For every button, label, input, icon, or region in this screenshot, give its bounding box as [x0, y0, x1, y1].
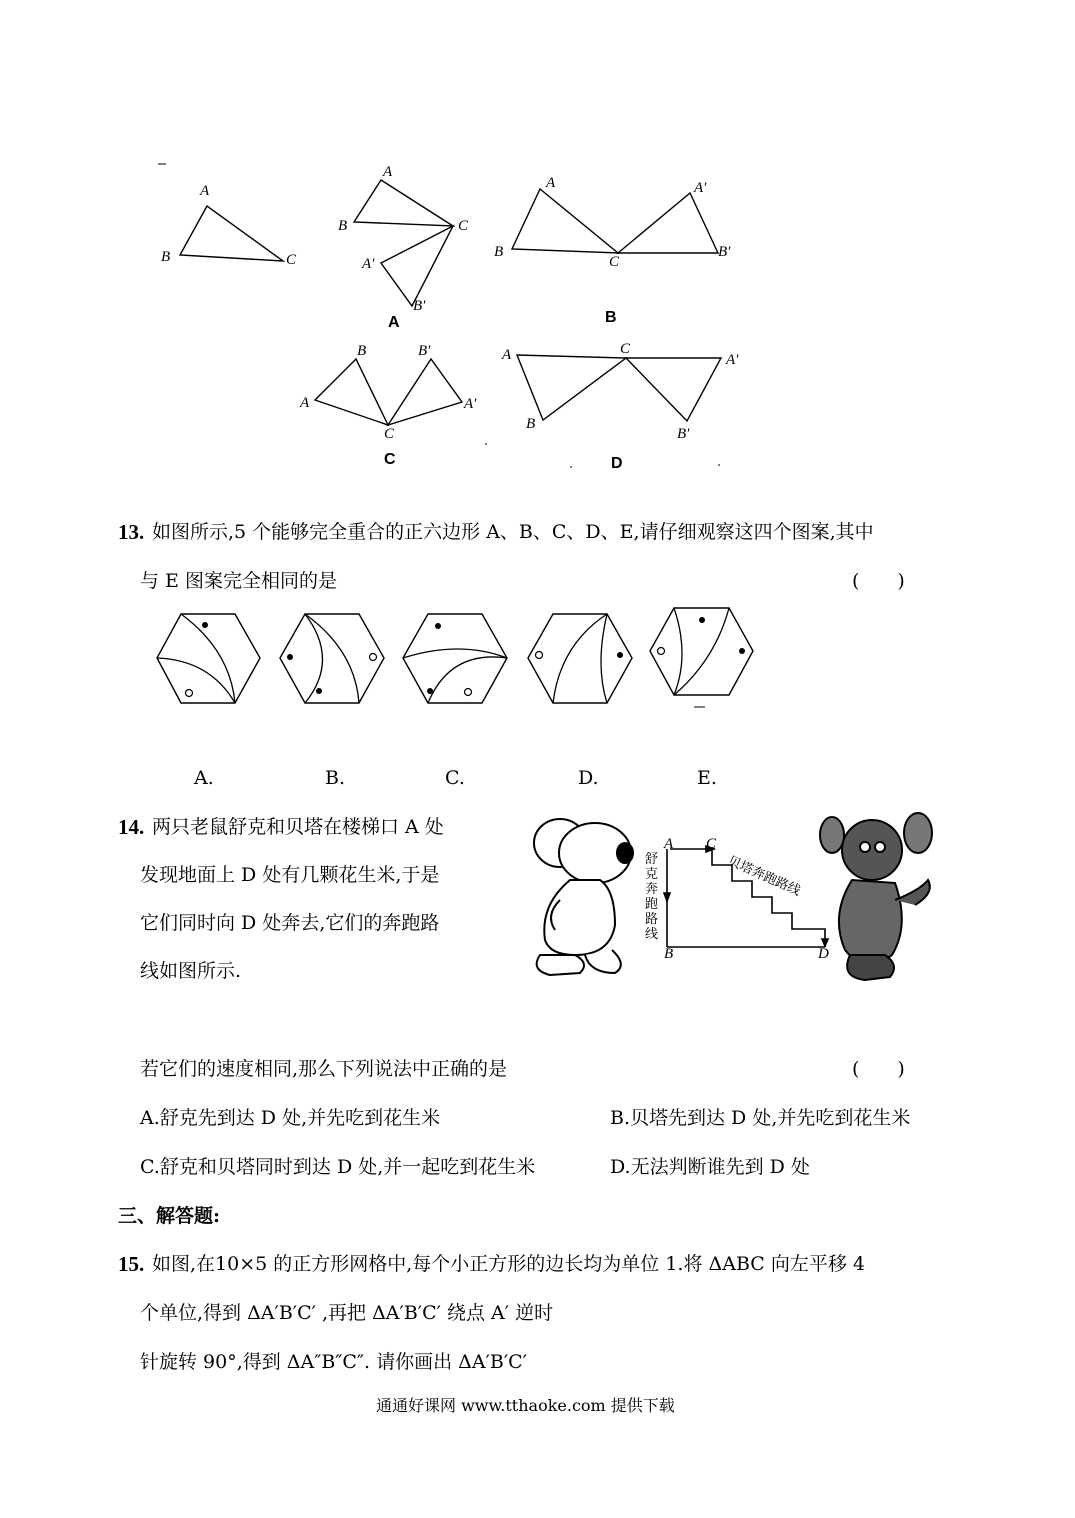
- footer-credit: 通通好课网 www.tthaoke.com 提供下载: [376, 1396, 675, 1415]
- opt-a-label-c: C: [458, 218, 469, 234]
- opt-c-label-c: C: [384, 426, 395, 442]
- q14-line4: 线如图所示.: [140, 960, 242, 982]
- route-label-d: D: [818, 946, 829, 962]
- opt-b-label-a1: A′: [694, 180, 707, 196]
- opt-b-label-a: A: [546, 175, 556, 191]
- q12-caption-c: C: [384, 451, 396, 468]
- beita-route-label: 贝塔奔跑路线: [725, 853, 803, 900]
- q13-hexagons: [0, 595, 1075, 725]
- q15-line3: 针旋转 90°,得到 ΔA″B″C″. 请你画出 ΔA′B′C′: [140, 1351, 528, 1373]
- opt-d-label-b1: B′: [677, 426, 690, 442]
- route-label-a: A: [664, 836, 674, 852]
- route-label-c: C: [706, 836, 717, 852]
- opt-c-label-a1: A′: [464, 396, 477, 412]
- q14-figure: [520, 805, 940, 990]
- opt-c-label-b1: B′: [418, 343, 431, 359]
- q13-line1: 如图所示,5 个能够完全重合的正六边形 A、B、C、D、E,请仔细观察这四个图案,其中: [152, 521, 874, 543]
- option-c-figure: [315, 359, 462, 425]
- q13-option-a: A.: [194, 767, 214, 789]
- hexagon-e: [650, 608, 753, 707]
- q14-line3: 它们同时向 D 处奔去,它们的奔跑路: [140, 912, 440, 934]
- option-a-figure: [354, 180, 453, 306]
- opt-b-label-c: C: [609, 254, 620, 270]
- q12-caption-a: A: [388, 314, 400, 331]
- q12-caption-d: D: [611, 455, 623, 472]
- q15-line1: 如图,在10×5 的正方形网格中,每个小正方形的边长均为单位 1.将 ΔABC 向左平移 4: [152, 1253, 865, 1275]
- opt-b-label-b1: B′: [718, 244, 731, 260]
- orig-label-c: C: [286, 252, 297, 268]
- q13-option-b: B.: [325, 767, 346, 789]
- hexagon-c: [403, 614, 507, 703]
- hexagon-b: [280, 614, 384, 703]
- opt-a-label-a: A: [383, 164, 393, 180]
- q14-choice-c: C.舒克和贝塔同时到达 D 处,并一起吃到花生米: [140, 1156, 536, 1178]
- q14-choice-d: D.无法判断谁先到 D 处: [610, 1156, 810, 1178]
- q13-line2: 与 E 图案完全相同的是: [140, 570, 337, 592]
- route-label-b: B: [664, 946, 674, 962]
- opt-d-label-a: A: [502, 347, 512, 363]
- q13-option-e: E.: [697, 767, 717, 789]
- opt-c-label-a: A: [300, 395, 310, 411]
- q14-answer-paren: ( ): [852, 1058, 905, 1080]
- hexagon-d: [528, 614, 632, 703]
- q13-answer-paren: ( ): [852, 570, 905, 592]
- q14-choice-b: B.贝塔先到达 D 处,并先吃到花生米: [610, 1107, 911, 1129]
- q13-option-c: C.: [445, 767, 465, 789]
- beita-mouse-illustration: [820, 813, 932, 980]
- q14-line1: 两只老鼠舒克和贝塔在楼梯口 A 处: [152, 816, 444, 838]
- opt-d-label-b: B: [526, 416, 536, 432]
- orig-label-a: A: [200, 183, 210, 199]
- q15-number: 15.: [118, 1252, 145, 1276]
- opt-c-label-b: B: [357, 343, 367, 359]
- option-d-figure: [517, 355, 721, 421]
- opt-a-label-b1: B′: [413, 298, 426, 314]
- original-triangle: [180, 206, 283, 261]
- section-heading: 三、解答题:: [118, 1205, 221, 1227]
- q14-question: 若它们的速度相同,那么下列说法中正确的是: [140, 1058, 508, 1080]
- q12-caption-b: B: [605, 309, 617, 326]
- q13-number: 13.: [118, 520, 145, 544]
- orig-label-b: B: [161, 249, 171, 265]
- option-b-figure: [512, 189, 718, 253]
- opt-d-label-a1: A′: [726, 352, 739, 368]
- shuke-route-label: 舒克奔跑路线: [645, 852, 659, 942]
- shuke-mouse-illustration: [534, 819, 633, 975]
- opt-d-label-c: C: [620, 341, 631, 357]
- q14-number: 14.: [118, 815, 145, 839]
- q15-line2: 个单位,得到 ΔA′B′C′ ,再把 ΔA′B′C′ 绕点 A′ 逆时: [140, 1302, 554, 1324]
- opt-a-label-b: B: [338, 218, 348, 234]
- q14-choice-a: A.舒克先到达 D 处,并先吃到花生米: [140, 1107, 441, 1129]
- opt-b-label-b: B: [494, 244, 504, 260]
- opt-a-label-a1: A′: [362, 256, 375, 272]
- q13-option-d: D.: [578, 767, 599, 789]
- hexagon-a: [157, 614, 260, 703]
- q14-line2: 发现地面上 D 处有几颗花生米,于是: [140, 864, 440, 886]
